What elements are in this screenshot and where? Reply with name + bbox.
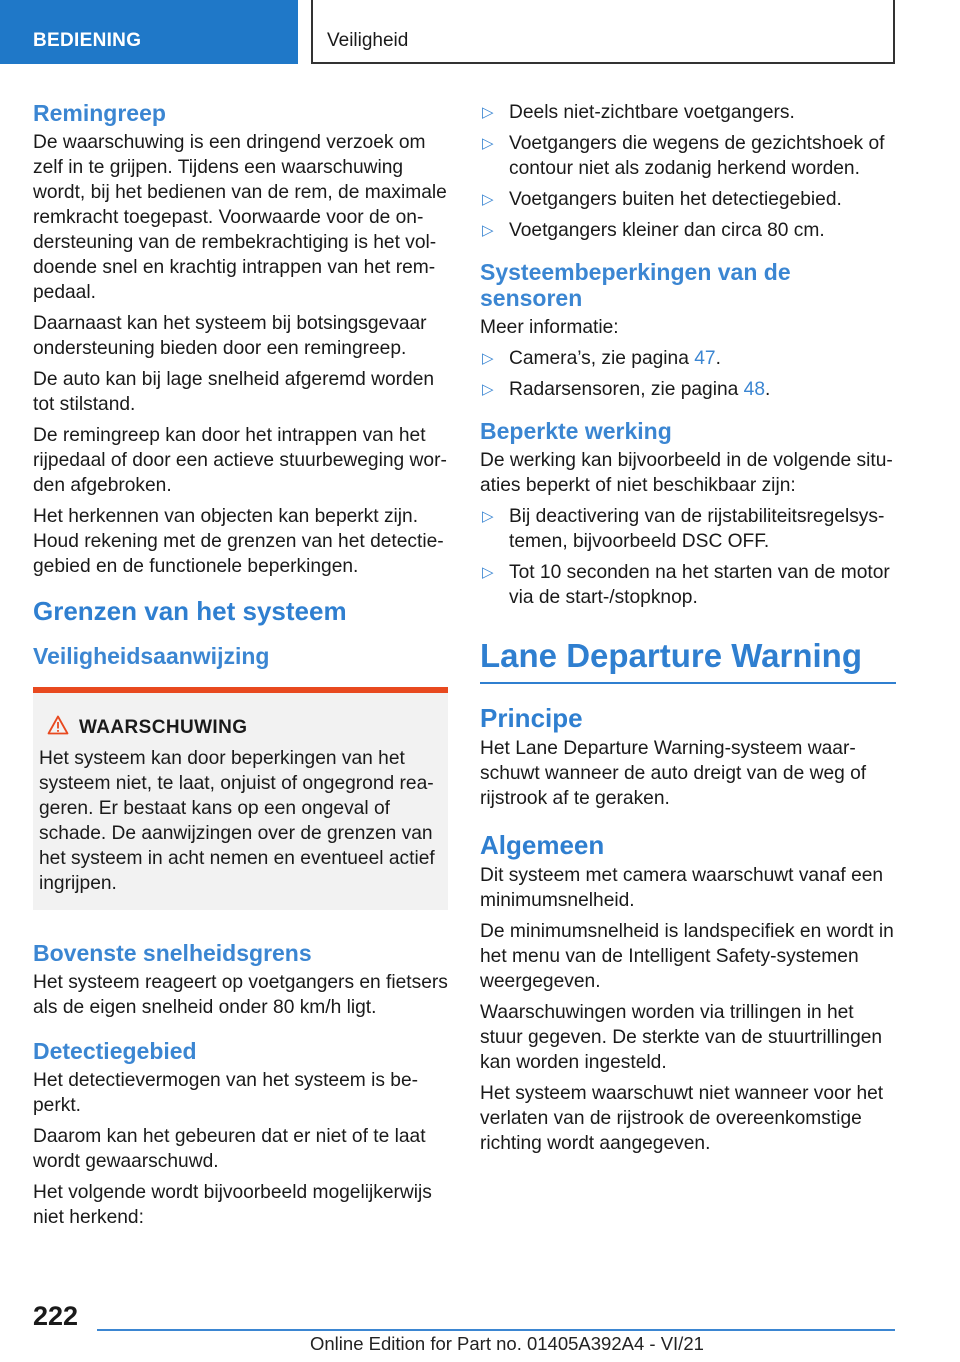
list-item: ▷ Voetgangers kleiner dan circa 80 cm. [482, 220, 825, 241]
footer-divider [97, 1329, 895, 1331]
paragraph: Het detectievermogen van het systeem is beperkt. [33, 1070, 419, 1116]
triangle-right-bullet-icon: ▷ [482, 508, 494, 525]
heading-grenzen: Grenzen van het systeem [33, 596, 347, 626]
warning-label: WAARSCHUWING [79, 716, 248, 738]
list-item: ▷ Voetgangers buiten het detectiegebied. [482, 189, 842, 210]
heading-veiligheidsaanwijzing: Veiligheidsaanwijzing [33, 643, 270, 669]
paragraph: Het systeem waarschuwt niet wanneer voor het verlaten van de rijstrook de overeenkomstige richting wordt aangegeven. [480, 1083, 884, 1154]
heading-beperkte-werking: Beperkte werking [480, 418, 672, 444]
left-column [33, 100, 448, 1236]
page-number: 222 [33, 1301, 79, 1331]
list-item: ▷ Bij deactivering van de rijstabiliteitsregelsystemen, bijvoorbeeld DSC OFF. [482, 506, 885, 552]
sensor-links-list [480, 346, 896, 402]
paragraph: De werking kan bijvoorbeeld in de volgende situaties beperkt of niet beschikbaar zijn: [480, 450, 893, 496]
paragraph: Daarom kan het gebeuren dat er niet of te laat wordt gewaarschuwd. [33, 1126, 426, 1172]
right-column [480, 100, 896, 1162]
triangle-right-bullet-icon: ▷ [482, 381, 494, 398]
page-link-48[interactable]: 48 [743, 379, 766, 400]
paragraph: Het systeem reageert op voetgangers en fietsers als de eigen snelheid onder 80 km/h ligt. [33, 972, 448, 1018]
chapter-tab-label: BEDIENING [33, 30, 142, 51]
heading-detectiegebied: Detectiegebied [33, 1038, 197, 1064]
heading-remingreep: Remingreep [33, 100, 166, 126]
paragraph: Waarschuwingen worden via trillingen in het stuur gegeven. De sterkte van de stuurtrillingen kan worden ingesteld. [480, 1002, 883, 1073]
list-item: ▷ Voetgangers die wegens de gezichtshoek of contour niet als zodanig herkend worden. [482, 133, 885, 179]
paragraph: Meer informatie: [480, 317, 619, 338]
footer-edition-text: Online Edition for Part no. 01405A392A4 - VI/21 [310, 1333, 704, 1354]
list-item: ▷ Radarsensoren, zie pagina 48. [482, 379, 771, 400]
paragraph: De auto kan bij lage snelheid afgeremd worden tot stilstand. [33, 369, 435, 415]
list-item: ▷ Deels niet-zichtbare voetgangers. [482, 102, 795, 123]
limited-function-list [480, 504, 896, 610]
paragraph: Het Lane Departure Warning-systeem waarschuwt wanneer de auto dreigt van de weg of rijstrook af te geraken. [480, 738, 867, 809]
page-link-47[interactable]: 47 [694, 348, 716, 369]
warning-triangle-icon [47, 715, 69, 740]
triangle-right-bullet-icon: ▷ [482, 191, 494, 208]
triangle-right-bullet-icon: ▷ [482, 104, 494, 121]
paragraph: De minimumsnelheid is landspecifiek en wordt in het menu van de Intelligent Safety-systemen weergegeven. [480, 921, 894, 992]
section-header-label: Veiligheid [327, 30, 409, 51]
triangle-right-bullet-icon: ▷ [482, 350, 494, 367]
paragraph: Daarnaast kan het systeem bij botsingsgevaar ondersteuning bieden door een remingreep. [33, 313, 427, 359]
warning-text: Het systeem kan door beperkingen van het systeem niet, te laat, onjuist of ongegrond reageren. Er bestaat kans op een ongeval of schade. De aanwijzingen over de grenzen van het systeem in acht nemen en eventueel actief ingrijpen. [39, 748, 435, 894]
warning-box [33, 687, 448, 910]
heading-algemeen: Algemeen [480, 830, 605, 860]
chapter-tab [0, 0, 298, 64]
list-item: ▷ Tot 10 seconden na het starten van de motor via de start-/stopknop. [482, 562, 890, 608]
warning-header [47, 715, 436, 740]
paragraph: De remingreep kan door het intrappen van het rijpedaal of door een actieve stuurbeweging worden afgebroken. [33, 425, 447, 496]
list-item: ▷ Camera’s, zie pagina 47. [482, 348, 721, 369]
paragraph: Het volgende wordt bijvoorbeeld mogelijkerwijs niet herkend: [33, 1182, 432, 1228]
paragraph: De waarschuwing is een dringend verzoek om zelf in te grijpen. Tijdens een waarschuwing wordt, bij het bedienen van de rem, de maximale remkracht toegepast. Voorwaarde voor de ondersteuning van de rembekrachtiging is het voldoende snel en krachtig intrappen van het rempedaal. [33, 132, 447, 303]
heading-bovenste-snelheidsgrens: Bovenste snelheidsgrens [33, 940, 312, 966]
heading-principe: Principe [480, 703, 583, 733]
paragraph: Het herkennen van objecten kan beperkt zijn. Houd rekening met de grenzen van het detectiegebied en de functionele beperkingen. [33, 506, 444, 577]
heading-systeembeperkingen: Systeembeperkingen van de sensoren [480, 259, 791, 311]
section-header [311, 0, 895, 64]
triangle-right-bullet-icon: ▷ [482, 564, 494, 581]
heading-lane-departure-warning: Lane Departure Warning [480, 636, 896, 684]
triangle-right-bullet-icon: ▷ [482, 135, 494, 152]
paragraph: Dit systeem met camera waarschuwt vanaf een minimumsnelheid. [480, 865, 884, 911]
undetected-list [480, 100, 896, 243]
triangle-right-bullet-icon: ▷ [482, 222, 494, 239]
